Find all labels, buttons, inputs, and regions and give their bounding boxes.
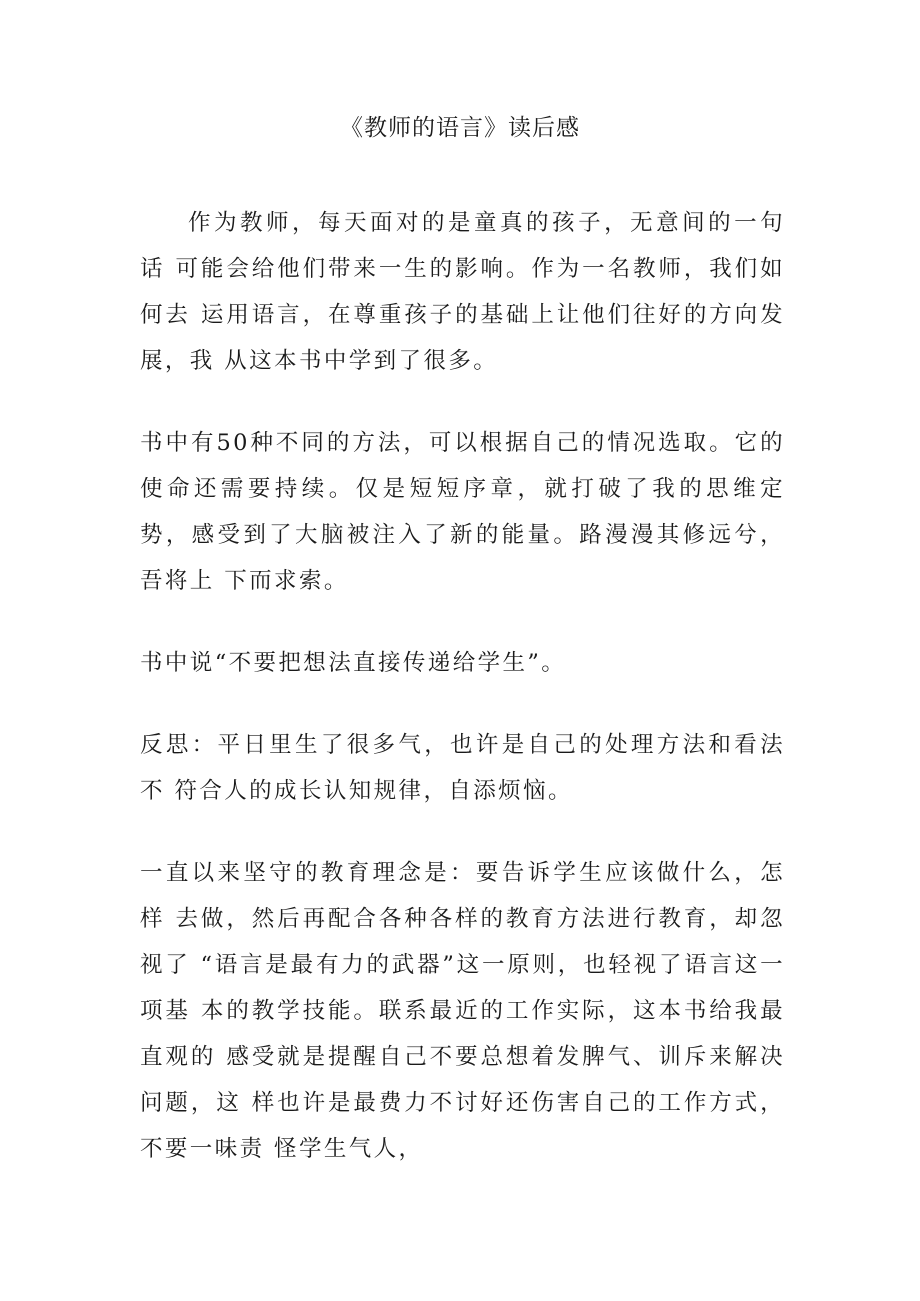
paragraph-quote: 书中说“不要把想法直接传递给学生”。: [140, 650, 567, 676]
paragraph-philosophy: 一直以来坚守的教育理念是：要告诉学生应该做什么，怎样 去做，然后再配合各种各样的教育方法进行教育，却忽视了 “语言是最有力的武器”这一原则，也轻视了语言这一项基 本的教学技能。联系最近的工作实际，这本书给我最直观的 感受就是提醒自己不要总想着发脾气、训斥来解决问题，这 样也许是最费力不讨好还伤害自己的工作方式，不要一味责 怪学生气人，: [140, 860, 785, 1162]
paragraph-intro: 作为教师，每天面对的是童真的孩子，无意间的一句话 可能会给他们带来一生的影响。作为一名教师，我们如何去 运用语言，在尊重孩子的基础上让他们往好的方向发展，我 从这本书中学到了很多。: [140, 210, 785, 374]
document-title: 《教师的语言》读后感: [340, 115, 580, 141]
paragraph-reflection: 反思：平日里生了很多气，也许是自己的处理方法和看法不 符合人的成长认知规律，自添烦恼。: [140, 732, 785, 804]
document-body: [140, 200, 785, 1208]
paragraph-methods: 书中有50种不同的方法，可以根据自己的情况选取。它的 使命还需要持续。仅是短短序章，就打破了我的思维定势，感受到了大脑被注入了新的能量。路漫漫其修远兮，吾将上 下而求索。: [140, 430, 785, 594]
